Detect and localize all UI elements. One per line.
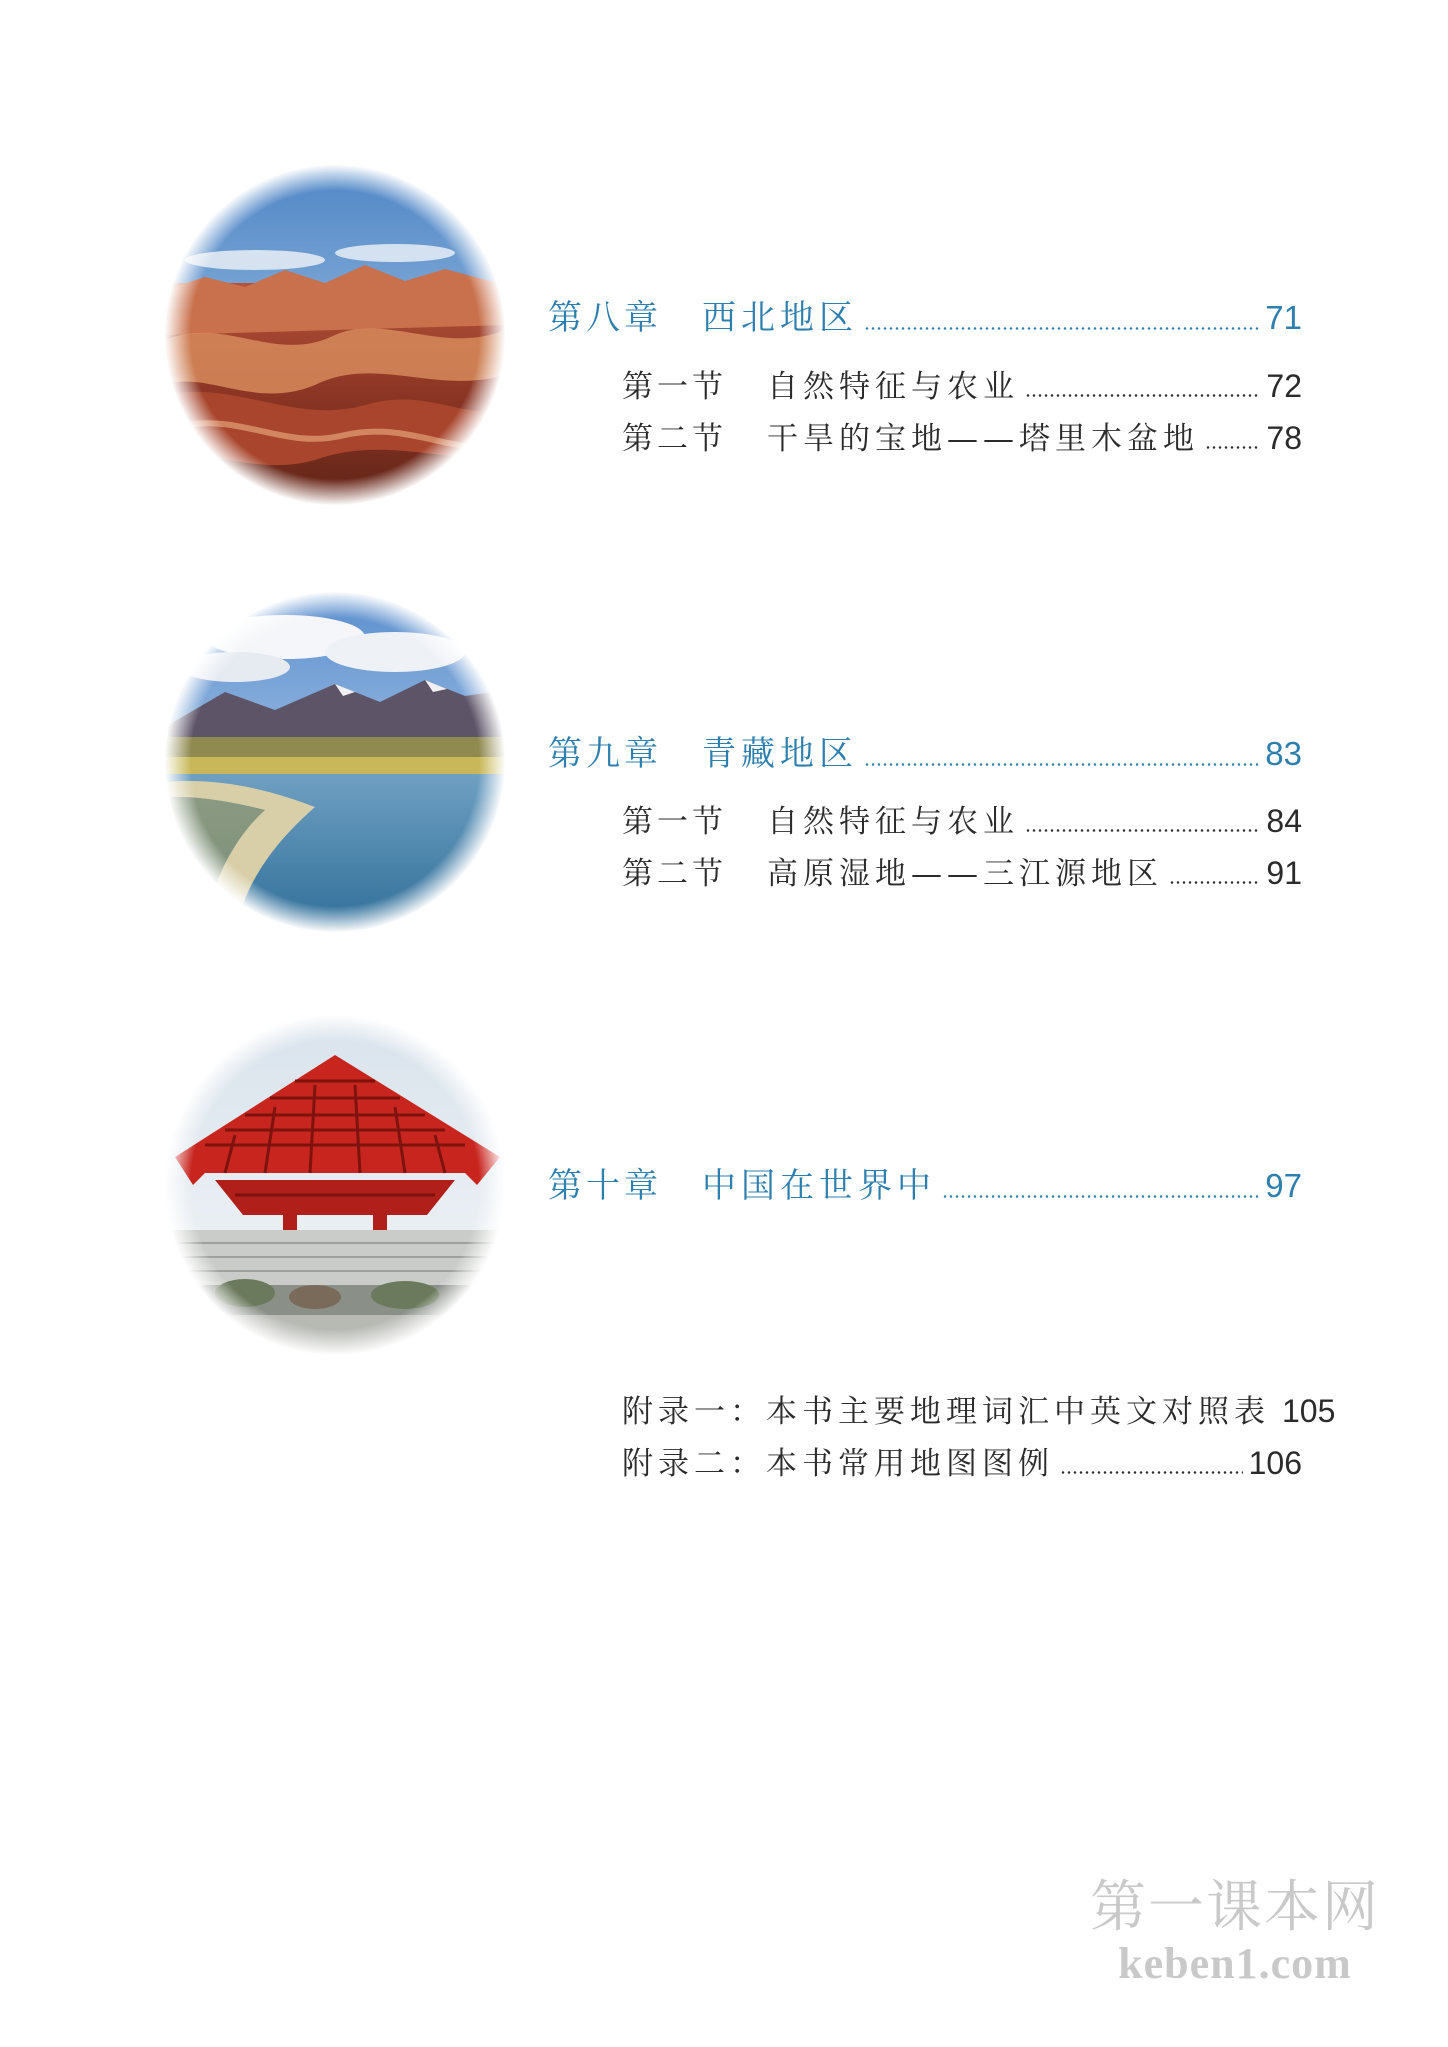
chapter-10-photo <box>165 1015 505 1355</box>
dot-leader <box>1060 1471 1243 1474</box>
section-title: 自然特征与农业 <box>767 804 1019 840</box>
watermark <box>1090 1875 1380 1989</box>
dot-leader <box>864 763 1259 766</box>
chapter-9-section-2-entry[interactable] <box>622 848 1302 893</box>
page-number: 84 <box>1266 803 1302 839</box>
chapter-8-photo <box>165 165 505 505</box>
dot-leader <box>864 327 1259 330</box>
watermark-cn: 第一课本网 <box>1090 1875 1380 1938</box>
appendix-title: 附录二：本书常用地图图例 <box>622 1446 1054 1482</box>
chapter-9-entry[interactable] <box>548 726 1302 775</box>
appendix-1-entry[interactable] <box>622 1386 1336 1431</box>
section-number: 第二节 <box>622 421 727 457</box>
chapter-8-section-2-entry[interactable] <box>622 413 1302 458</box>
chapter-title: 中国在世界中 <box>702 1166 936 1206</box>
dot-leader <box>1025 829 1260 832</box>
chapter-title: 西北地区 <box>702 298 858 338</box>
chapter-8-section-1-entry[interactable] <box>622 361 1302 406</box>
dot-leader <box>1205 446 1260 449</box>
section-title: 自然特征与农业 <box>767 369 1019 405</box>
section-number: 第一节 <box>622 804 727 840</box>
appendix-2-entry[interactable] <box>622 1438 1302 1483</box>
page-number: 97 <box>1265 1167 1302 1204</box>
page-number: 83 <box>1265 735 1302 772</box>
chapter-9-photo <box>165 592 505 932</box>
page-number: 91 <box>1266 855 1302 891</box>
page-number: 72 <box>1266 368 1302 404</box>
chapter-8-entry[interactable] <box>548 290 1302 339</box>
dot-leader <box>1025 394 1260 397</box>
page-number: 71 <box>1265 299 1302 336</box>
chapter-number: 第十章 <box>548 1166 662 1206</box>
dot-leader <box>1169 881 1260 884</box>
chapter-10-entry[interactable] <box>548 1158 1302 1207</box>
chapter-number: 第八章 <box>548 298 662 338</box>
section-number: 第一节 <box>622 369 727 405</box>
section-number: 第二节 <box>622 856 727 892</box>
chapter-title: 青藏地区 <box>702 734 858 774</box>
section-title: 干旱的宝地——塔里木盆地 <box>767 421 1199 457</box>
page-number: 105 <box>1282 1393 1336 1429</box>
chapter-9-section-1-entry[interactable] <box>622 796 1302 841</box>
watermark-en: keben1.com <box>1118 1939 1352 1988</box>
dot-leader <box>942 1195 1259 1198</box>
section-title: 高原湿地——三江源地区 <box>767 856 1163 892</box>
appendix-title: 附录一：本书主要地理词汇中英文对照表 <box>622 1394 1270 1430</box>
page-number: 78 <box>1266 420 1302 456</box>
page-number: 106 <box>1248 1445 1302 1481</box>
chapter-number: 第九章 <box>548 734 662 774</box>
